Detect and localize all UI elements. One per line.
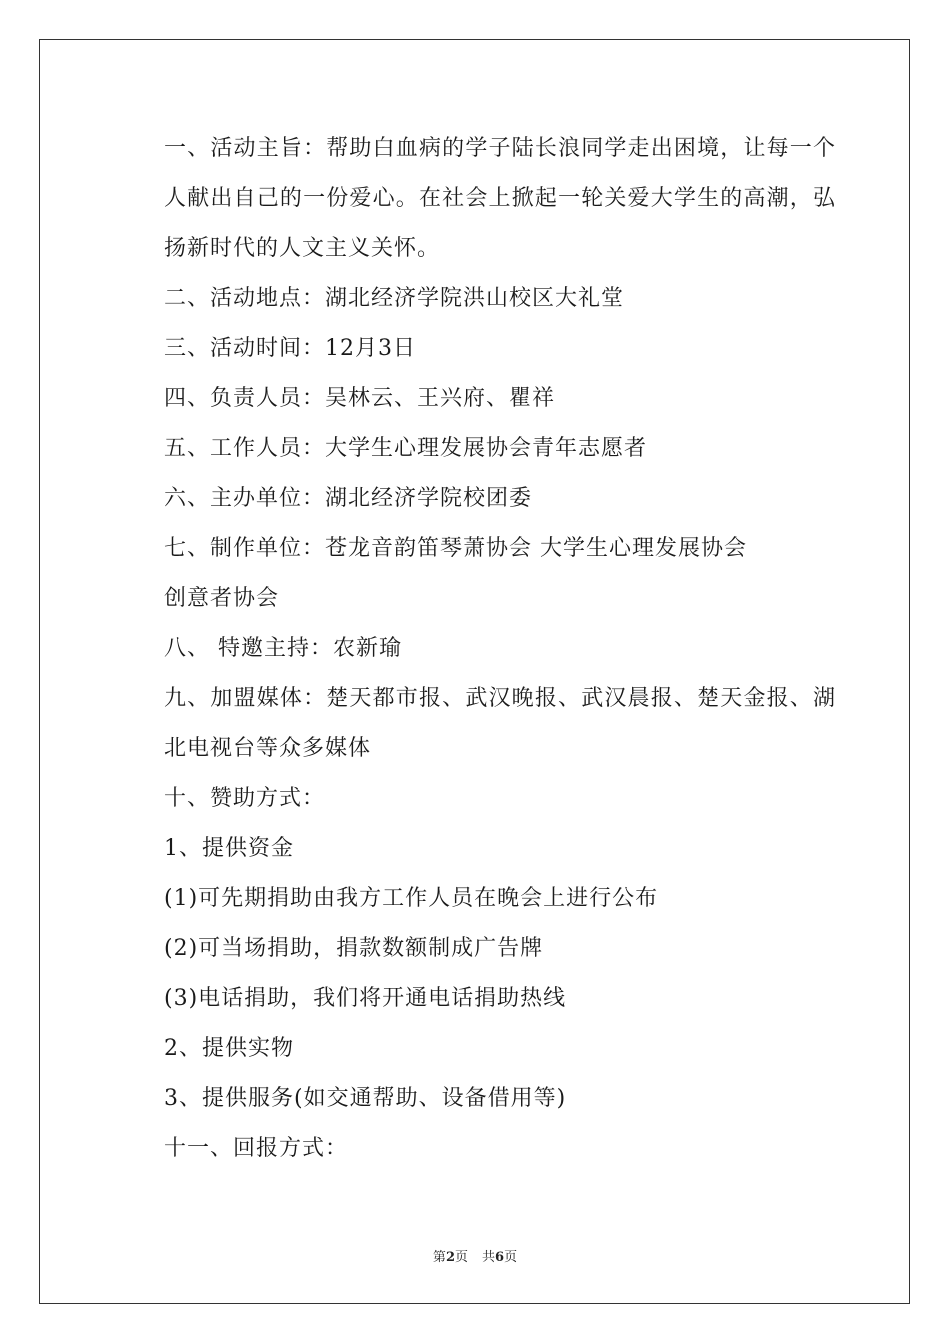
paragraph-return-heading: 十一、回报方式： [164, 1136, 349, 1161]
paragraph-staff: 五、工作人员：大学生心理发展协会青年志愿者 [164, 436, 648, 461]
paragraph-sponsor-goods: 2、提供实物 [164, 1036, 294, 1061]
paragraph-producer-cont: 创意者协会 [164, 586, 280, 611]
page-current: 2 [445, 1250, 455, 1265]
page-suffix: 页 [454, 1250, 468, 1265]
document-body [116, 124, 836, 1174]
paragraph-mc: 八、 特邀主持：农新瑜 [164, 636, 402, 661]
page-total: 6 [495, 1250, 505, 1265]
page-prefix: 第 [432, 1250, 446, 1265]
total-prefix: 共 [482, 1250, 496, 1265]
paragraph-time: 三、活动时间：12月3日 [164, 336, 416, 361]
total-suffix: 页 [504, 1250, 518, 1265]
paragraph-purpose: 一、活动主旨：帮助白血病的学子陆长浪同学走出困境，让每一个人献出自己的一份爱心。在社会上掀起一轮关爱大学生的高潮，弘扬新时代的人文主义关怀。 [164, 136, 836, 261]
paragraph-host: 六、主办单位：湖北经济学院校团委 [164, 486, 533, 511]
paragraph-responsible: 四、负责人员：吴林云、王兴府、瞿祥 [164, 386, 556, 411]
paragraph-sponsor-funds-3: (3)电话捐助，我们将开通电话捐助热线 [164, 986, 567, 1011]
paragraph-location: 二、活动地点：湖北经济学院洪山校区大礼堂 [164, 286, 625, 311]
paragraph-media: 九、加盟媒体：楚天都市报、武汉晚报、武汉晨报、楚天金报、湖北电视台等众多媒体 [164, 686, 836, 761]
paragraph-sponsor-funds: 1、提供资金 [164, 836, 294, 861]
paragraph-sponsor-funds-1: (1)可先期捐助由我方工作人员在晚会上进行公布 [164, 886, 659, 911]
paragraph-sponsor-heading: 十、赞助方式： [164, 786, 326, 811]
page-footer [0, 1246, 950, 1265]
paragraph-sponsor-funds-2: (2)可当场捐助，捐款数额制成广告牌 [164, 936, 544, 961]
paragraph-sponsor-services: 3、提供服务(如交通帮助、设备借用等) [164, 1086, 567, 1111]
paragraph-producer: 七、制作单位：苍龙音韵笛琴萧协会 大学生心理发展协会 [164, 536, 747, 561]
